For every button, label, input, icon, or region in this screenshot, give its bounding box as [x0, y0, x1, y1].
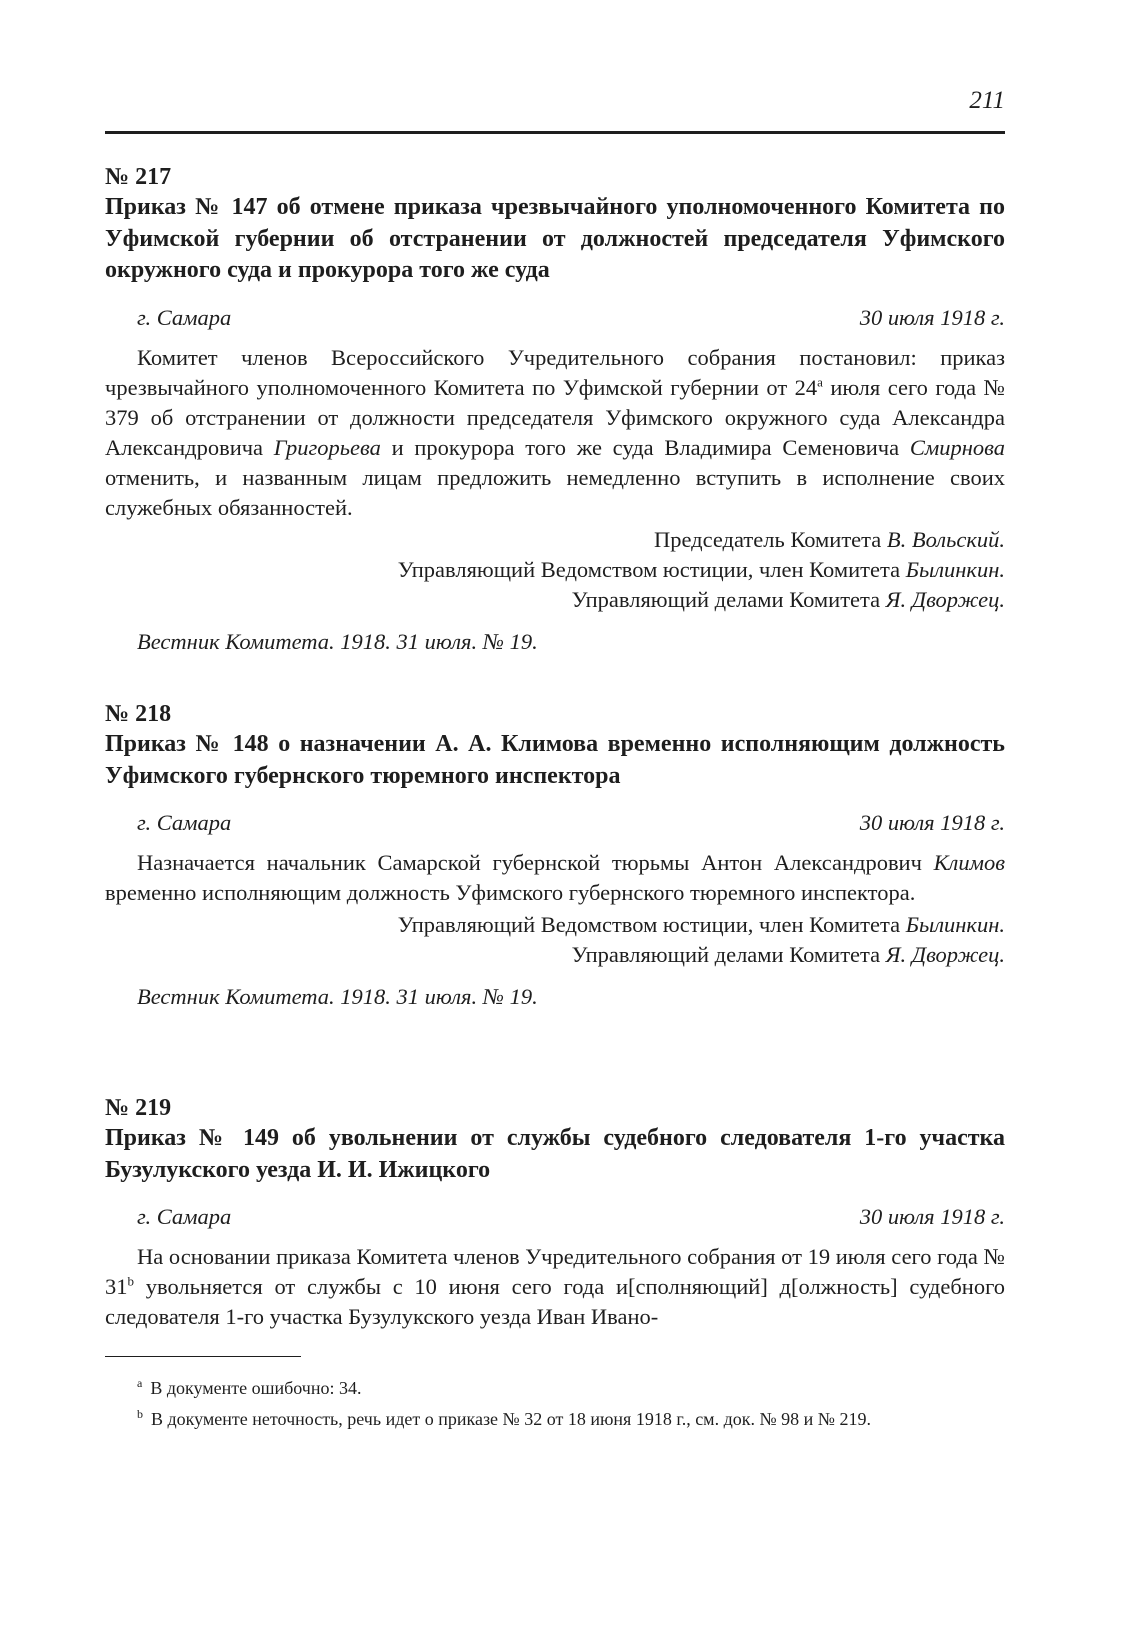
signature-line	[105, 525, 1005, 555]
signature-role: Управляющий делами Комитета	[571, 586, 886, 612]
footnote-rule	[105, 1356, 301, 1357]
document-date: 30 июля 1918 г.	[859, 304, 1005, 330]
footnote	[105, 1376, 1005, 1401]
source-citation: Вестник Комитета. 1918. 31 июля. № 19.	[137, 984, 538, 1009]
signature-line	[105, 555, 1005, 585]
signatures	[105, 910, 1005, 970]
document-219	[105, 1093, 1005, 1332]
document-number: № 217	[105, 164, 172, 190]
body-text-segment: временно исполняющим должность Уфимского губернского тюремного инспектора.	[105, 880, 916, 905]
signature-name: Былинкин.	[905, 912, 1005, 937]
footnote-text: В документе неточность, речь идет о приказе № 32 от 18 июня 1918 г., см. док. № 98 и № 219.	[151, 1409, 871, 1429]
body-text-segment: Назначается начальник Самарской губернской тюрьмы Антон Александрович	[137, 850, 934, 875]
signature-name: Я. Дворжец.	[885, 586, 1005, 612]
person-name: Смирнова	[909, 434, 1006, 460]
document-date: 30 июля 1918 г.	[859, 810, 1005, 835]
person-name: Климов	[933, 850, 1005, 875]
body-text-segment: увольняется от службы с 10 июня сего года и[сполняющий] д[олжность] судебного следователя 1-го участка Бузулукского уезда Иван Ивано-	[105, 1274, 1005, 1329]
signature-name: В. Вольский.	[886, 526, 1005, 552]
document-title: Приказ № 147 об отмене приказа чрезвычайного уполномоченного Комитета по Уфимской губернии об отстранении от должностей председателя Уфимского окружного суда и прокурора того же суда	[105, 194, 1005, 283]
document-body	[105, 848, 1005, 908]
signature-name: Былинкин.	[905, 556, 1005, 582]
footnotes	[105, 1376, 1005, 1438]
document-number: № 219	[105, 1095, 172, 1121]
document-218	[105, 699, 1005, 1012]
footnote-mark: b	[137, 1407, 143, 1421]
body-text-segment: и прокурора того же суда Владимира Семеновича	[380, 434, 910, 460]
document-place: г. Самара	[137, 1204, 232, 1229]
signature-line	[105, 585, 1005, 615]
signature-role: Управляющий Ведомством юстиции, член Комитета	[397, 556, 906, 582]
place-date-line	[105, 1202, 1005, 1232]
footnote-mark: a	[137, 1376, 143, 1390]
body-text-segment: июля сего года № 379 об отстранении от должности председателя Уфимского окружного суда Александра Александровича	[105, 374, 1005, 460]
page-number: 211	[969, 87, 1005, 114]
document-217	[105, 162, 1005, 657]
body-text-segment: На основании приказа Комитета членов Учредительного собрания от 19 июля сего года № 31	[105, 1244, 1005, 1299]
document-date: 30 июля 1918 г.	[859, 1204, 1005, 1229]
document-title: Приказ № 148 о назначении А. А. Климова временно исполняющим должность Уфимского губернского тюремного инспектора	[105, 731, 1005, 789]
document-body	[105, 1242, 1005, 1332]
signature-name: Я. Дворжец.	[885, 942, 1005, 967]
body-text-segment: Комитет членов Всероссийского Учредительного собрания постановил: приказ чрезвычайного уполномоченного Комитета по Уфимской губернии от 24	[105, 344, 1005, 400]
place-date-line	[105, 808, 1005, 838]
signature-line	[105, 910, 1005, 940]
document-place: г. Самара	[137, 304, 232, 330]
document-place: г. Самара	[137, 810, 232, 835]
document-body	[105, 343, 1005, 523]
footnote-text: В документе ошибочно: 34.	[150, 1378, 362, 1398]
footnote-ref: а	[817, 374, 823, 389]
signature-line	[105, 940, 1005, 970]
place-date-line	[105, 303, 1005, 333]
person-name: Григорьева	[273, 434, 381, 460]
footnote-ref: b	[127, 1273, 134, 1289]
document-number: № 218	[105, 701, 172, 727]
footnote	[105, 1407, 1005, 1432]
signature-role: Председатель Комитета	[653, 526, 887, 552]
body-text-segment: отменить, и названным лицам предложить немедленно вступить в исполнение своих служебных обязанностей.	[105, 464, 1005, 520]
document-title: Приказ № 149 об увольнении от службы судебного следователя 1-го участка Бузулукского уезда И. И. Ижицкого	[105, 1125, 1005, 1183]
source-citation: Вестник Комитета. 1918. 31 июля. № 19.	[137, 628, 538, 654]
signature-role: Управляющий Ведомством юстиции, член Комитета	[397, 912, 906, 937]
signature-role: Управляющий делами Комитета	[571, 942, 886, 967]
signatures	[105, 525, 1005, 615]
header-rule	[105, 131, 1005, 134]
